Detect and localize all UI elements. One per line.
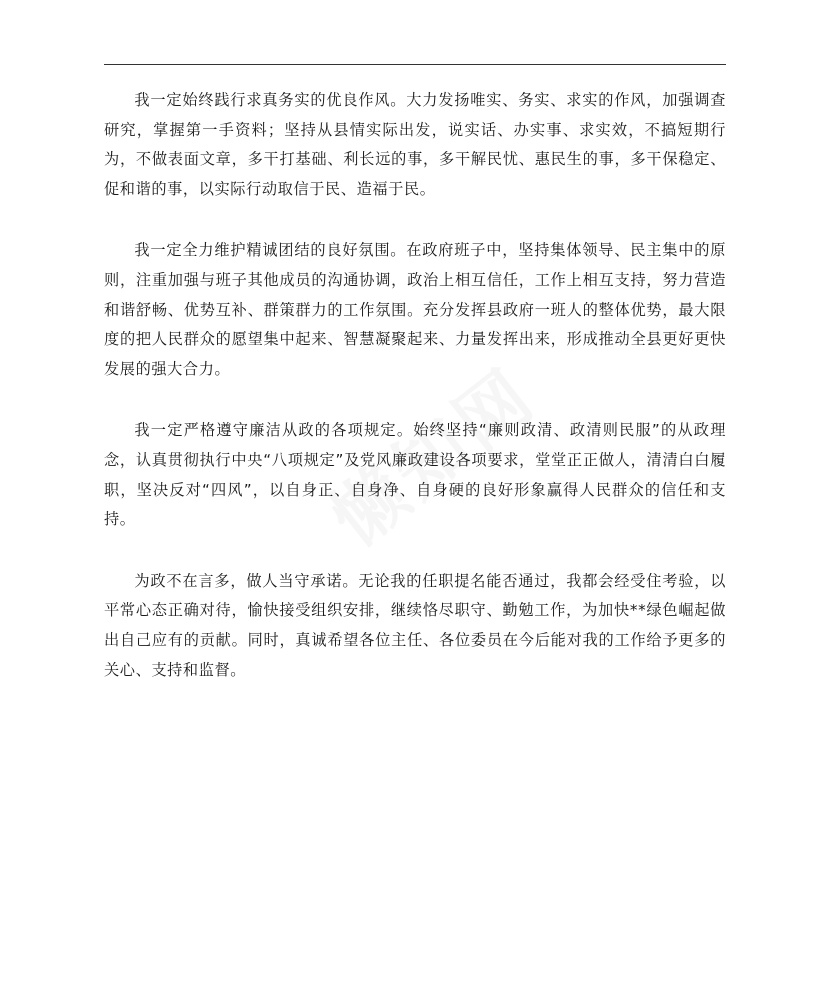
paragraph-1: 我一定始终践行求真务实的优良作风。大力发扬唯实、务实、求实的作风，加强调查研究，掌握第一手资料；坚持从县情实际出发，说实话、办实事、求实效，不搞短期行为，不做表面文章，多干打基础、利长远的事，多干解民忧、惠民生的事，多干保稳定、促和谐的事，以实际行动取信于民、造福于民。: [104, 91, 726, 198]
paragraph-4: 为政不在言多，做人当守承诺。无论我的任职提名能否通过，我都会经受住考验，以平常心态正确对待，愉快接受组织安排，继续恪尽职守、勤勉工作，为加快**绿色崛起做出自己应有的贡献。同时，真诚希望各位主任、各位委员在今后能对我的工作给予更多的关心、支持和监督。: [104, 571, 726, 679]
document-body: [104, 86, 726, 717]
header-rule: [104, 64, 726, 65]
paragraph-3: 我一定严格遵守廉洁从政的各项规定。始终坚持“廉则政清、政清则民服”的从政理念，认真贯彻执行中央“八项规定”及党风廉政建设各项要求，堂堂正正做人，清清白白履职，坚决反对“四风”，以自身正、自身净、自身硬的良好形象赢得人民群众的信任和支持。: [104, 421, 726, 529]
paragraph-2: 我一定全力维护精诚团结的良好氛围。在政府班子中，坚持集体领导、民主集中的原则，注重加强与班子其他成员的沟通协调，政治上相互信任，工作上相互支持，努力营造和谐舒畅、优势互补、群策群力的工作氛围。充分发挥县政府一班人的整体优势，最大限度的把人民群众的愿望集中起来、智慧凝聚起来、力量发挥出来，形成推动全县更好更快发展的强大合力。: [104, 241, 726, 378]
